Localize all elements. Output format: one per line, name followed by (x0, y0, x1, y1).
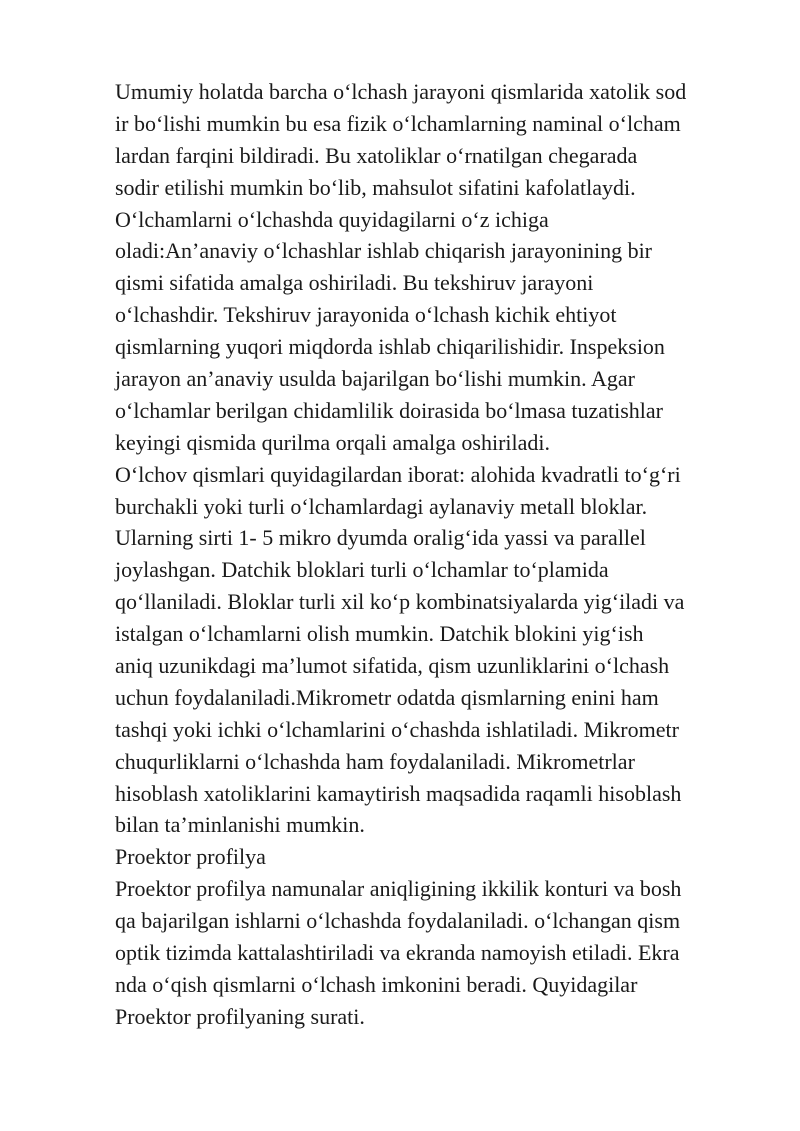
text-line: optik tizimda kattalashtiriladi va ekranda namoyish etiladi. Ekra (115, 940, 680, 966)
text-line: Umumiy holatda barcha oʻlchash jarayoni qismlarida xatolik sod (115, 79, 687, 104)
text-line: oʻlchamlar berilgan chidamlilik doirasida boʻlmasa tuzatishlar (115, 397, 663, 423)
text-line: jarayon an’anaviy usulda bajarilgan boʻlishi mumkin. Agar (115, 366, 635, 392)
text-line: istalgan oʻlchamlarni olish mumkin. Datchik blokini yigʻish (115, 621, 644, 647)
text-line: chuqurliklarni oʻlchashda ham foydalaniladi. Mikrometrlar (115, 748, 635, 774)
text-line: qa bajarilgan ishlarni oʻlchashda foydalaniladi. oʻlchangan qism (115, 908, 681, 934)
text-line: tashqi yoki ichki oʻlchamlarini oʻchashda ishlatiladi. Mikrometr (115, 716, 679, 742)
text-line: Proektor profilya namunalar aniqligining ikkilik konturi va bosh (115, 876, 682, 902)
text-line: oʻlchashdir. Tekshiruv jarayonida oʻlchash kichik ehtiyot (115, 302, 617, 328)
text-line: uchun foydalaniladi.Mikrometr odatda qismlarning enini ham (115, 684, 659, 710)
text-line: bilan ta’minlanishi mumkin. (115, 812, 365, 838)
text-line: Ularning sirti 1- 5 mikro dyumda oraligʻida yassi va parallel (115, 525, 646, 551)
text-line: Oʻlchov qismlari quyidagilardan iborat: alohida kvadratli toʻgʻri (115, 461, 681, 487)
text-line: qismlarning yuqori miqdorda ishlab chiqarilishidir. Inspeksion (115, 334, 665, 360)
text-line: joylashgan. Datchik bloklari turli oʻlchamlar toʻplamida (115, 557, 609, 583)
text-line: hisoblash xatoliklarini kamaytirish maqsadida raqamli hisoblash (115, 780, 682, 806)
text-line: lardan farqini bildiradi. Bu xatoliklar oʻrnatilgan chegarada (115, 142, 638, 168)
text-line: qoʻllaniladi. Bloklar turli xil koʻp kombinatsiyalarda yigʻiladi va (115, 589, 685, 615)
text-line: aniq uzunikdagi ma’lumot sifatida, qism uzunliklarini oʻlchash (115, 653, 670, 679)
text-line: burchakli yoki turli oʻlchamlardagi aylanaviy metall bloklar. (115, 493, 648, 519)
text-line: sodir etilishi mumkin boʻlib, mahsulot sifatini kafolatlaydi. (115, 174, 636, 200)
document-body-text (115, 76, 755, 1033)
text-line: Proektor profilyaning surati. (115, 1003, 365, 1029)
text-line: oladi:An’anaviy oʻlchashlar ishlab chiqarish jarayonining bir (115, 238, 653, 264)
text-line: nda oʻqish qismlarni oʻlchash imkonini beradi. Quyidagilar (115, 971, 638, 997)
text-line: qismi sifatida amalga oshiriladi. Bu tekshiruv jarayoni (115, 270, 594, 296)
text-line: Oʻlchamlarni oʻlchashda quyidagilarni oʻz ichiga (115, 206, 549, 232)
text-line: keyingi qismida qurilma orqali amalga oshiriladi. (115, 429, 551, 455)
text-line: ir boʻlishi mumkin bu esa fizik oʻlchamlarning naminal oʻlcham (115, 110, 681, 136)
section-heading: Proektor profilya (115, 844, 266, 870)
